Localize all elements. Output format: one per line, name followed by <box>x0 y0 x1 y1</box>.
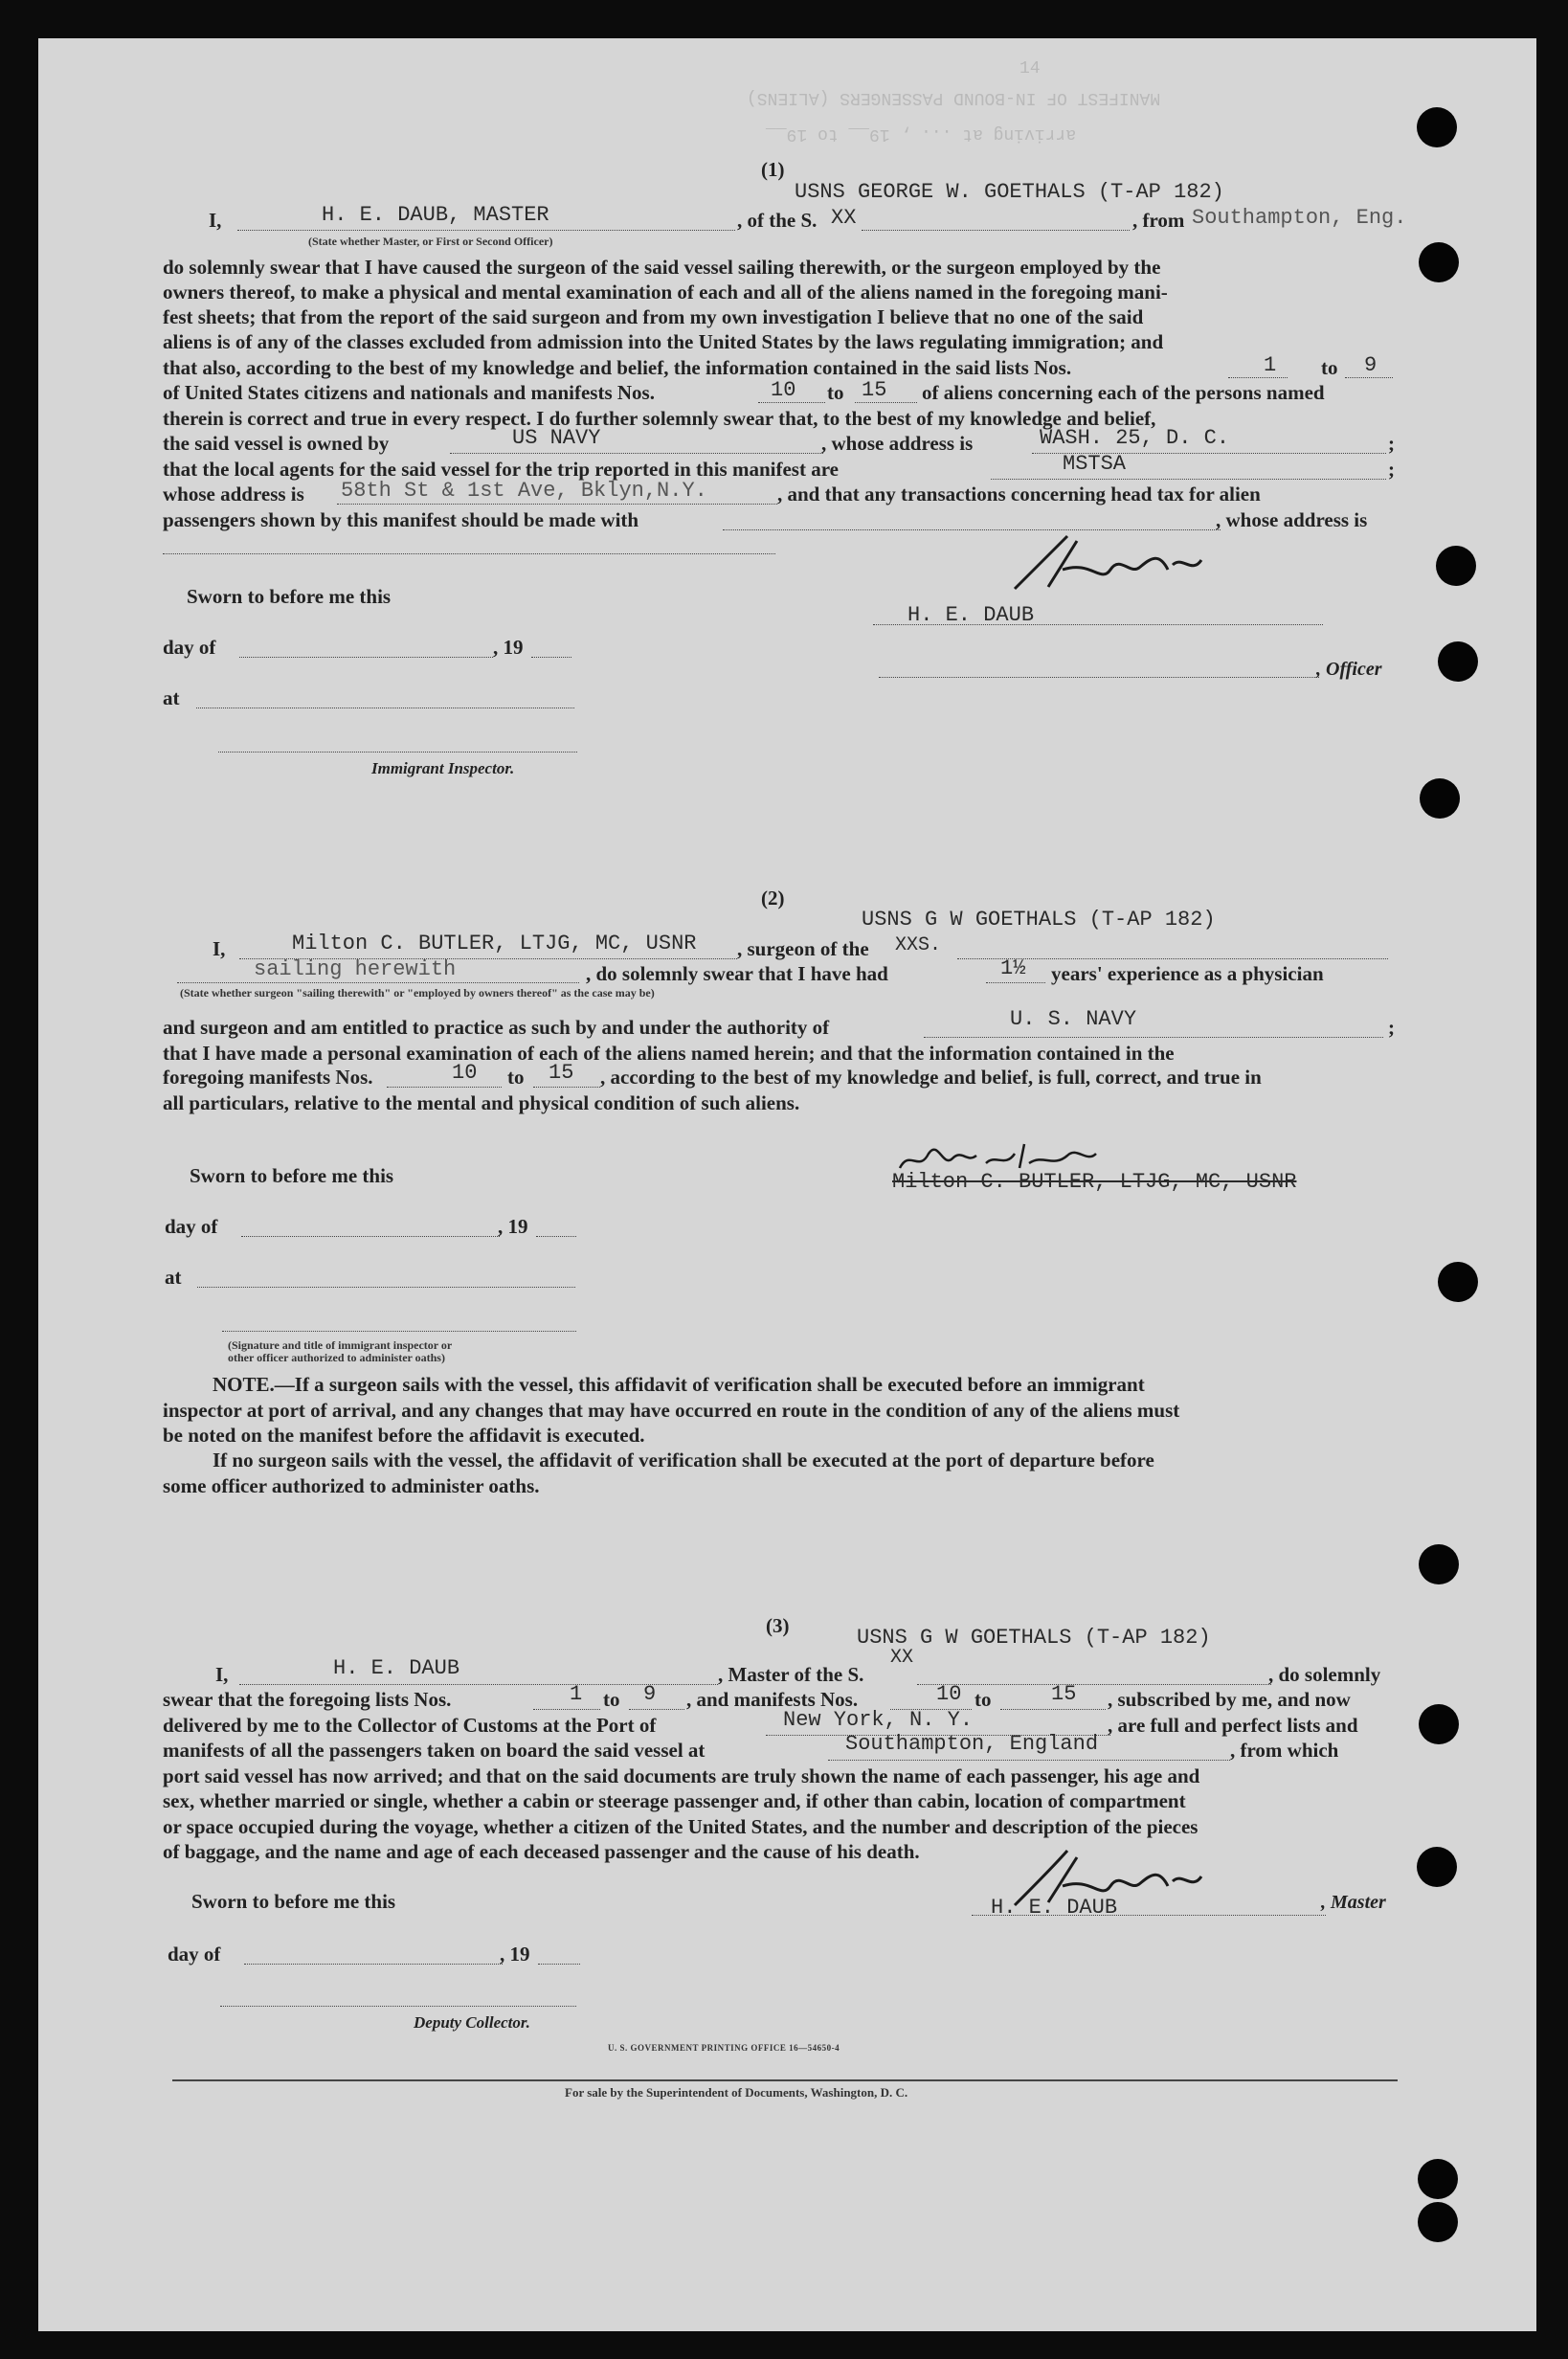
manifests-from-line <box>758 402 825 403</box>
collector-oath-line: , are full and perfect lists and <box>1108 1714 1358 1737</box>
sale-notice: For sale by the Superintendent of Documents, Washington, D. C. <box>565 2085 908 2100</box>
manifests-to: 15 <box>862 378 887 402</box>
master-signature <box>996 531 1283 608</box>
punch-hole <box>1436 546 1476 586</box>
collector-sign-line <box>220 2006 576 2007</box>
day-line <box>241 1236 500 1237</box>
master-name-line <box>237 230 735 231</box>
oath-line: of United States citizens and nationals and manifests Nos. <box>163 381 655 404</box>
collector-oath-line: swear that the foregoing lists Nos. <box>163 1688 452 1711</box>
collector-oath-line: of baggage, and the name and age of each deceased passenger and the cause of his death. <box>163 1840 920 1863</box>
manifests-to-line <box>855 402 917 403</box>
solemnly-label: , do solemnly <box>1268 1663 1381 1686</box>
note-line: some officer authorized to administer oaths. <box>163 1474 540 1497</box>
xxs-mark: XXS. <box>895 934 942 956</box>
bleed-through-text: arriving at ... , 19__ to 19__ <box>766 124 1077 144</box>
i-label: I, <box>215 1663 229 1686</box>
lists-from-line <box>1228 377 1288 378</box>
to-label: to <box>974 1688 992 1711</box>
bleed-through-text: 14 <box>1019 59 1041 79</box>
note-line: inspector at port of arrival, and any changes that may have occurred en route in the condition of any of the aliens must <box>163 1399 1180 1422</box>
master-caption: , Master <box>1321 1892 1386 1913</box>
i-label: I, <box>209 209 222 232</box>
to-label: to <box>1321 356 1338 379</box>
agents-label: that the local agents for the said vessel for the trip reported in this manifest are <box>163 458 839 481</box>
surgeon-oath-line: , according to the best of my knowledge and belief, is full, correct, and true in <box>600 1066 1262 1089</box>
lists-to-line <box>629 1709 684 1710</box>
punch-hole <box>1438 1262 1478 1302</box>
at-label: at <box>163 686 180 709</box>
year-line <box>531 657 571 658</box>
agents-address: 58th St & 1st Ave, Bklyn,N.Y. <box>341 479 707 503</box>
punch-hole <box>1420 778 1460 819</box>
inspector-sign-line <box>222 1331 576 1332</box>
day-of-label: day of <box>165 1215 218 1238</box>
oath-line: that also, according to the best of my knowledge and belief, the information contained in the said lists Nos. <box>163 356 1072 379</box>
vessel-line <box>917 1684 1271 1685</box>
note-text: —If a surgeon sails with the vessel, this affidavit of verification shall be executed before an immigrant <box>274 1373 1145 1396</box>
manifests-from: 10 <box>771 378 796 402</box>
note-line <box>213 1373 1145 1397</box>
sworn-label: Sworn to before me this <box>187 585 392 608</box>
manifests-to-line <box>1000 1709 1106 1710</box>
section-number: (1) <box>761 158 785 181</box>
at-line <box>197 1287 575 1288</box>
oath-line: of aliens concerning each of the persons named <box>922 381 1325 404</box>
collector-oath-line: delivered by me to the Collector of Customs at the Port of <box>163 1714 657 1737</box>
year-line <box>538 1964 580 1965</box>
head-tax-text: , and that any transactions concerning head tax for alien <box>777 483 1261 506</box>
manifests-to: 15 <box>1051 1682 1077 1706</box>
whose-address-label: , whose address is <box>821 432 974 455</box>
surgeon-typed-name: Milton C. BUTLER, LTJG, MC, USNR <box>892 1170 1297 1194</box>
head-tax-text: passengers shown by this manifest should be made with <box>163 508 639 531</box>
punch-hole <box>1417 1847 1457 1887</box>
oath-line: fest sheets; that from the report of the said surgeon and from my own investigation I believe that no one of the said <box>163 305 1144 328</box>
master-name: H. E. DAUB, MASTER <box>322 203 549 227</box>
collector-oath-line: or space occupied during the voyage, whether a citizen of the United States, and the number and description of the pieces <box>163 1815 1198 1838</box>
master-caption: (State whether Master, or First or Second Officer) <box>308 235 553 248</box>
year-label: , 19 <box>500 1943 530 1966</box>
day-of-label: day of <box>163 636 216 659</box>
sailing-status: sailing herewith <box>254 957 457 981</box>
surgeon-oath-line: all particulars, relative to the mental and physical condition of such aliens. <box>163 1091 800 1114</box>
xx-mark: XX <box>890 1647 914 1669</box>
day-line <box>239 657 493 658</box>
agents-address-label: whose address is <box>163 483 304 506</box>
sailing-caption: (State whether surgeon "sailing therewith" or "employed by owners thereof" as the case may be) <box>180 986 655 1000</box>
surgeon-of-label: , surgeon of the <box>737 937 869 960</box>
manifests-from: 10 <box>452 1061 478 1085</box>
surgeon-oath-line: foregoing manifests Nos. <box>163 1066 373 1089</box>
note-line: If no surgeon sails with the vessel, the affidavit of verification shall be executed at the port of departure before <box>213 1449 1154 1472</box>
collector-oath-line: manifests of all the passengers taken on board the said vessel at <box>163 1739 706 1762</box>
punch-hole <box>1419 242 1459 282</box>
embark-line <box>828 1760 1230 1761</box>
owner-line <box>450 453 823 454</box>
ship-name-typed: USNS G W GOETHALS (T-AP 182) <box>862 908 1216 932</box>
year-label: , 19 <box>498 1215 528 1238</box>
day-of-label: day of <box>168 1943 221 1966</box>
years-experience: 1½ <box>1000 956 1026 980</box>
authority-line <box>924 1037 1383 1038</box>
head-tax-line <box>723 529 1221 530</box>
inspector-sign-line <box>218 752 577 753</box>
from-port: Southampton, Eng. <box>1192 206 1407 230</box>
collector-oath-line: , and manifests Nos. <box>686 1688 859 1711</box>
punch-hole <box>1419 1544 1459 1584</box>
year-label: , 19 <box>493 636 524 659</box>
punch-hole <box>1419 1704 1459 1744</box>
at-label: at <box>165 1266 182 1289</box>
semicolon: ; <box>1388 458 1395 481</box>
of-the-label: , of the S. <box>737 209 818 232</box>
bleed-through-text: MANIFEST OF IN-BOUND PASSENGERS (ALIENS) <box>747 88 1161 107</box>
collector-oath-line: port said vessel has now arrived; and that on the said documents are truly shown the name of each passenger, his age and <box>163 1764 1200 1787</box>
footer-rule <box>172 2079 1398 2081</box>
officer-typed-name: H. E. DAUB <box>907 603 1035 627</box>
gpo-imprint: U. S. GOVERNMENT PRINTING OFFICE 16—54650-4 <box>608 2043 840 2053</box>
collector-oath-line: sex, whether married or single, whether a cabin or steerage passenger and, if other than cabin, location of compartment <box>163 1789 1186 1812</box>
embark-port: Southampton, England <box>845 1732 1099 1756</box>
i-label: I, <box>213 937 226 960</box>
manifests-from-line <box>387 1087 502 1088</box>
owner-address: WASH. 25, D. C. <box>1040 426 1230 450</box>
lists-from-line <box>533 1709 600 1710</box>
officer-caption: , Officer <box>1316 659 1382 680</box>
to-label: to <box>603 1688 620 1711</box>
to-label: to <box>827 381 844 404</box>
sailing-line <box>177 982 579 983</box>
lists-to: 9 <box>643 1682 657 1706</box>
lists-to-line <box>1345 377 1393 378</box>
inspector-caption: other officer authorized to administer oaths) <box>228 1351 445 1364</box>
surgeon-oath-line: that I have made a personal examination of each of the aliens named herein; and that the information contained in the <box>163 1042 1175 1065</box>
immigrant-inspector-caption: Immigrant Inspector. <box>371 759 515 777</box>
authority-label: and surgeon and am entitled to practice as such by and under the authority of <box>163 1016 830 1039</box>
manifests-to: 15 <box>549 1061 574 1085</box>
local-agents: MSTSA <box>1063 452 1127 476</box>
master-name: H. E. DAUB <box>333 1656 460 1680</box>
vessel-line <box>862 230 1130 231</box>
experience-text: , do solemnly swear that I have had <box>586 962 888 985</box>
collector-oath-line: , subscribed by me, and now <box>1108 1688 1351 1711</box>
manifests-to-line <box>533 1087 600 1088</box>
oath-line: do solemnly swear that I have caused the surgeon of the said vessel sailing therewith, or the surgeon employed by the <box>163 256 1161 279</box>
collector-oath-line: , from which <box>1230 1739 1339 1762</box>
day-line <box>244 1964 503 1965</box>
from-label: , from <box>1132 209 1185 232</box>
agents-line <box>991 479 1386 480</box>
whose-address-label: , whose address is <box>1216 508 1368 531</box>
semicolon: ; <box>1388 432 1395 455</box>
note-line: be noted on the manifest before the affidavit is executed. <box>163 1424 645 1447</box>
lists-to: 9 <box>1364 353 1378 377</box>
oath-line: aliens is of any of the classes excluded from admission into the United States by the laws regulating immigration; and <box>163 330 1164 353</box>
ship-name-typed: USNS GEORGE W. GOETHALS (T-AP 182) <box>795 180 1224 204</box>
manifests-from: 10 <box>936 1682 962 1706</box>
ship-name-typed: USNS G W GOETHALS (T-AP 182) <box>857 1626 1211 1650</box>
punch-hole <box>1417 107 1457 147</box>
punch-hole <box>1418 2202 1458 2242</box>
deputy-collector-caption: Deputy Collector. <box>414 2013 530 2032</box>
sworn-label: Sworn to before me this <box>191 1890 396 1913</box>
lists-from: 1 <box>570 1682 583 1706</box>
xx-mark: XX <box>831 206 857 230</box>
semicolon: ; <box>1388 1016 1395 1039</box>
vessel-owner: US NAVY <box>512 426 601 450</box>
sworn-label: Sworn to before me this <box>190 1164 394 1187</box>
oath-line: therein is correct and true in every respect. I do further solemnly swear that, to the best of my knowledge and belief, <box>163 407 1156 430</box>
oath-line: owners thereof, to make a physical and mental examination of each and all of the aliens named in the foregoing mani- <box>163 281 1168 303</box>
owned-label: the said vessel is owned by <box>163 432 390 455</box>
lists-from: 1 <box>1264 353 1277 377</box>
year-line <box>536 1236 576 1237</box>
master-typed-name: H. E. DAUB <box>991 1896 1118 1920</box>
section-number: (2) <box>761 887 785 910</box>
master-of-label: , Master of the S. <box>718 1663 864 1686</box>
surgeon-name: Milton C. BUTLER, LTJG, MC, USNR <box>292 932 697 955</box>
officer-title-line <box>879 677 1319 678</box>
experience-text: years' experience as a physician <box>1051 962 1324 985</box>
head-tax-address-line <box>163 553 775 554</box>
inspector-caption: (Signature and title of immigrant inspector or <box>228 1338 453 1352</box>
agents-address-line <box>337 504 777 505</box>
punch-hole <box>1438 641 1478 682</box>
years-line <box>986 982 1045 983</box>
to-label: to <box>507 1066 525 1089</box>
note-label: NOTE. <box>213 1373 275 1396</box>
section-number: (3) <box>766 1614 790 1637</box>
punch-hole <box>1418 2159 1458 2199</box>
authority: U. S. NAVY <box>1010 1007 1137 1031</box>
arrival-port: New York, N. Y. <box>783 1708 974 1732</box>
